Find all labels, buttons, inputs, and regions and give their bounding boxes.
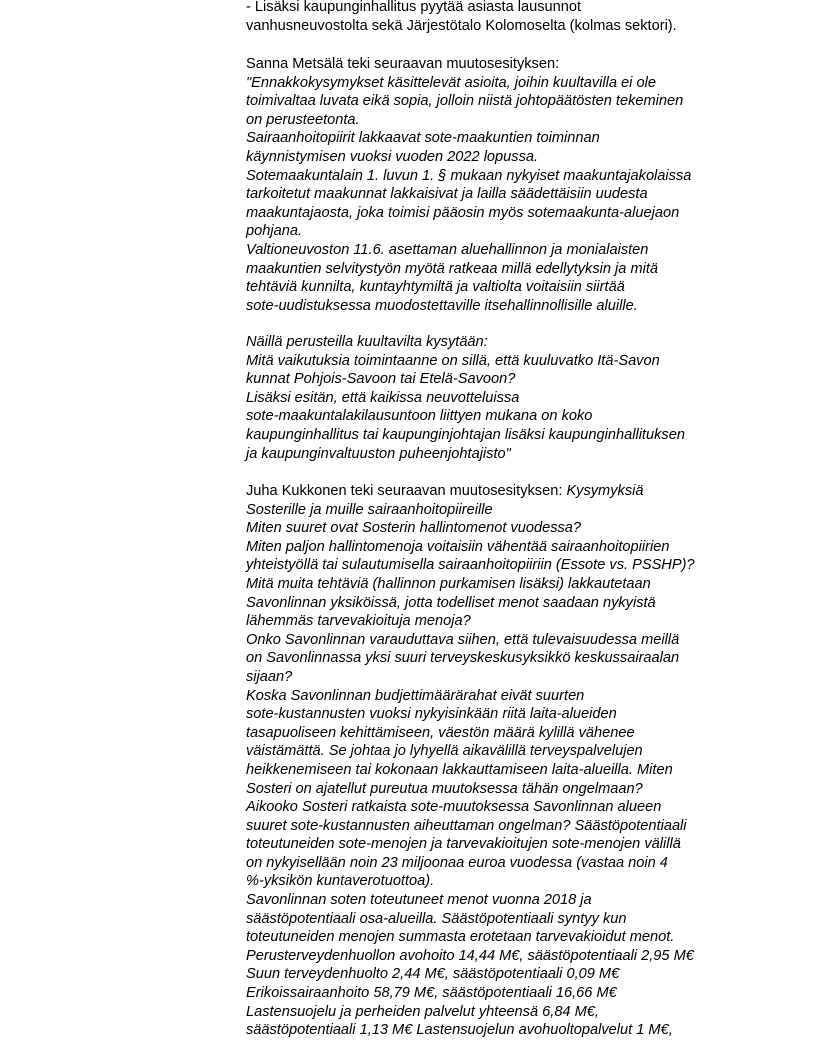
text-line: Savonlinnan yksiköissä, jotta todelliset menot saadaan nykyistä — [246, 594, 656, 611]
text-line: kunnat Pohjois-Savoon tai Etelä-Savoon? — [246, 371, 516, 388]
text-line: Koska Savonlinnan budjettimäärärahat eivät suurten — [246, 687, 585, 704]
proposal-intro-line — [246, 482, 806, 501]
text-line: Miten paljon hallintomenoja voitaisiin vähentää sairaanhoitopiirien — [246, 538, 670, 555]
text-line: toimivaltaa luvata eikä sopia, jolloin niistä johtopäätösten tekeminen — [246, 93, 684, 110]
text-line: sote-uudistuksessa muodostettaville itsehallinnollisille aluille. — [246, 297, 638, 314]
paragraph-kukkonen-proposal — [246, 482, 806, 1040]
text-line: Sotemaakuntalain 1. luvun 1. § mukaan nykyiset maakuntajakolaissa — [246, 167, 692, 184]
text-line: "Ennakkokysymykset käsittelevät asioita, joihin kuultavilla ei ole — [246, 74, 656, 91]
text-line: kaupunginhallitus tai kaupunginjohtajan lisäksi kaupunginhallituksen — [246, 426, 685, 443]
paragraph-questions-metsala — [246, 333, 806, 463]
paragraph-metsala-proposal — [246, 55, 806, 315]
proposal-intro-italic: Kysymyksiä — [566, 483, 644, 499]
text-line: Sosteri on ajatellut pureutua muutoksessa tähän ongelmaan? — [246, 780, 643, 797]
text-line: Miten suuret ovat Sosterin hallintomenot vuodessa? — [246, 520, 582, 537]
text-line: Näillä perusteilla kuultavilta kysytään: — [246, 334, 488, 350]
text-line: sote-kustannusten vuoksi nykyisinkään riitä laita-alueiden — [246, 706, 617, 723]
text-line: yhteistyöllä tai sulautumisella sairaanhoitopiiriin (Essote vs. PSSHP)? — [246, 557, 695, 574]
text-line: Lisäksi esitän, että kaikissa neuvotteluissa — [246, 389, 520, 406]
text-line: Perusterveydenhuollon avohoito 14,44 M€, säästöpotentiaali 2,95 M€ — [246, 947, 694, 964]
text-line: tarkoitetut maakunnat lakkaisivat ja lailla säädettäisiin uudesta — [246, 186, 648, 203]
text-line: sote-maakuntalakilausuntoon liittyen mukana on koko — [246, 408, 593, 425]
text-line: maakuntien selvitystyön myötä ratkeaa millä edellytyksin ja mitä — [246, 260, 659, 277]
text-line: Mitä vaikutuksia toimintaanne on sillä, että kuuluvatko Itä-Savon — [246, 352, 660, 369]
text-line: väistämättä. Se johtaa jo lyhyellä aikavälillä terveyspalvelujen — [246, 743, 643, 760]
text-line: vanhusneuvostolta sekä Järjestötalo Kolomoselta (kolmas sektori). — [246, 17, 677, 34]
text-line: on nykyisellään noin 23 miljoonaa euroa vuodessa (vastaa noin 4 — [246, 854, 668, 871]
text-line: Sosterille ja muille sairaanhoitopiireille — [246, 501, 493, 518]
text-line: Mitä muita tehtäviä (hallinnon purkamisen lisäksi) lakkautetaan — [246, 575, 651, 592]
paragraph-statements-request — [246, 0, 806, 35]
text-line: toteutuneiden menojen summasta erotetaan tarvevakioidut menot. — [246, 929, 675, 946]
text-line: toteutuneiden sote-menojen ja tarvevakioitujen sote-menojen välillä — [246, 836, 681, 853]
text-line: %-yksikön kuntaverotuottoa). — [246, 873, 435, 890]
text-line: - Lisäksi kaupunginhallitus pyytää asiasta lausunnot — [246, 0, 582, 15]
text-line: Savonlinnan soten toteutuneet menot vuonna 2018 ja — [246, 892, 592, 909]
text-line: säästöpotentiaali osa-alueilla. Säästöpotentiaali syntyy kun — [246, 910, 627, 927]
text-line: maakuntajaosta, joka toimisi pääosin myös sotemaakunta-aluejaon — [246, 204, 680, 221]
text-line: ja kaupunginvaltuuston puheenjohtajisto" — [246, 445, 511, 462]
text-line: pohjana. — [246, 223, 302, 240]
proposal-intro: Sanna Metsälä teki seuraavan muutosesityksen: — [246, 56, 560, 72]
text-line: käynnistymisen vuoksi vuoden 2022 lopussa. — [246, 148, 539, 165]
text-line: Valtioneuvoston 11.6. asettaman aluehallinnon ja monialaisten — [246, 241, 649, 258]
text-line: Suun terveydenhuolto 2,44 M€, säästöpotentiaali 0,09 M€ — [246, 966, 620, 983]
text-line: tehtäviä kunnilta, kuntayhtymiltä ja valtiolta voitaisiin siirtää — [246, 279, 625, 296]
text-line: lähemmäs tarvevakioituja menoja? — [246, 613, 471, 630]
text-line: Sairaanhoitopiirit lakkaavat sote-maakuntien toiminnan — [246, 130, 600, 147]
text-line: tasapuoliseen kehittämiseen, väestön määrä kylillä vähenee — [246, 724, 635, 741]
text-line: Lastensuojelu ja perheiden palvelut yhteensä 6,84 M€, — [246, 1003, 599, 1020]
text-line: Onko Savonlinnan varauduttava siihen, että tulevaisuudessa meillä — [246, 631, 680, 648]
text-line: sijaan? — [246, 668, 293, 685]
text-line: on perusteetonta. — [246, 111, 360, 128]
text-line: suuret sote-kustannusten aiheuttaman ongelman? Säästöpotentiaali — [246, 817, 687, 834]
text-line: Aikooko Sosteri ratkaista sote-muutoksessa Savonlinnan alueen — [246, 799, 662, 816]
text-line: on Savonlinnassa yksi suuri terveyskeskusyksikkö keskussairaalan — [246, 650, 680, 667]
text-line: säästöpotentiaali 1,13 M€ Lastensuojelun avohuoltopalvelut 1 M€, — [246, 1022, 673, 1039]
proposal-intro: Juha Kukkonen teki seuraavan muutosesityksen: — [246, 483, 567, 499]
text-line: Erikoissairaanhoito 58,79 M€, säästöpotentiaali 16,66 M€ — [246, 985, 617, 1002]
text-line: heikkenemiseen tai kokonaan lakkauttamiseen laita-alueilla. Miten — [246, 761, 673, 778]
